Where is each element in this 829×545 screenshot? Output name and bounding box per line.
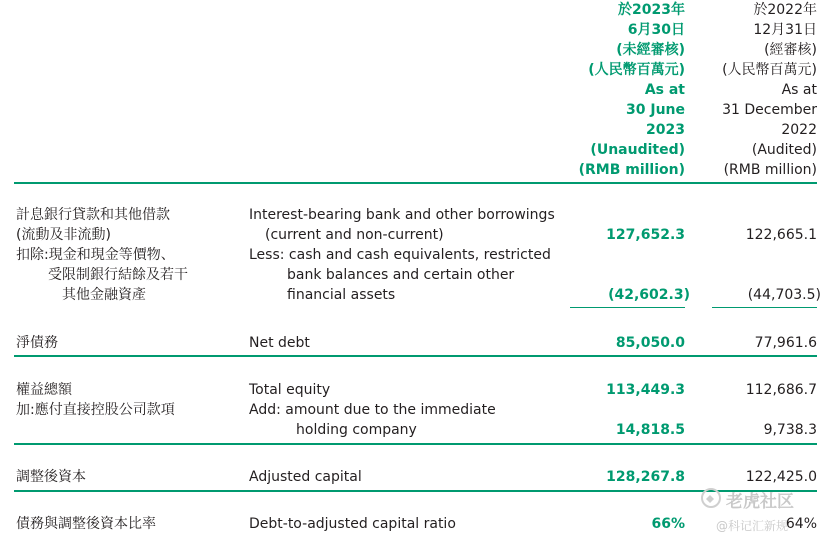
add-amount-label-zh: 加:應付直接控股公司款項	[16, 402, 175, 418]
borrowings-prior-value: 122,665.1	[745, 227, 817, 243]
add-amount-current-value: 14,818.5	[615, 422, 685, 438]
header-current-unit-zh: (人民幣百萬元)	[588, 62, 685, 78]
borrowings-label-en-1: Interest-bearing bank and other borrowings	[249, 207, 555, 223]
less-cash-current-value: (42,602.3)	[608, 287, 690, 303]
adjusted-capital-label-zh: 調整後資本	[16, 469, 86, 485]
header-rule	[14, 182, 817, 184]
header-current-year-zh: 於2023年	[618, 2, 685, 18]
borrowings-label-en-2: (current and non-current)	[265, 227, 444, 243]
less-cash-prior-value: (44,703.5)	[747, 287, 821, 303]
ratio-label-zh: 債務與調整後資本比率	[16, 516, 156, 532]
add-amount-label-en-1: Add: amount due to the immediate	[249, 402, 496, 418]
borrowings-current-value: 127,652.3	[606, 227, 685, 243]
less-cash-label-en-1: Less: cash and cash equivalents, restricted	[249, 247, 551, 263]
less-cash-label-en-2: bank balances and certain other	[287, 267, 515, 283]
header-prior-asat: As at	[781, 82, 817, 98]
less-cash-label-en-3: financial assets	[287, 287, 396, 303]
total-equity-label-zh: 權益總額	[16, 382, 72, 398]
header-current-audit: (Unaudited)	[590, 142, 685, 158]
header-prior-date-zh: 12月31日	[753, 22, 817, 38]
adjusted-capital-label-en: Adjusted capital	[249, 469, 362, 485]
header-current-date-zh: 6月30日	[627, 22, 685, 38]
net-debt-label-en: Net debt	[249, 335, 310, 351]
header-current-audit-zh: (未經審核)	[616, 42, 685, 58]
adjusted-capital-current-value: 128,267.8	[606, 469, 685, 485]
total-equity-current-value: 113,449.3	[606, 382, 685, 398]
header-prior-unit: (RMB million)	[723, 162, 817, 178]
header-prior-audit-zh: (經審核)	[764, 42, 817, 58]
adjusted-capital-rule	[14, 490, 817, 492]
tiger-logo-icon	[700, 487, 722, 509]
less-cash-label-zh-3: 其他金融資產	[62, 287, 146, 303]
total-equity-label-en: Total equity	[249, 382, 331, 398]
net-debt-current-value: 85,050.0	[615, 335, 685, 351]
header-current-asat: As at	[644, 82, 685, 98]
header-prior-audit: (Audited)	[751, 142, 817, 158]
less-cash-label-zh-2: 受限制銀行結餘及若干	[48, 267, 188, 283]
header-prior-year: 2022	[781, 122, 817, 138]
subtotal-rule-current	[570, 307, 685, 308]
add-amount-prior-value: 9,738.3	[763, 422, 817, 438]
ratio-prior-value: 64%	[785, 516, 817, 532]
net-debt-rule	[14, 355, 817, 357]
header-current-year: 2023	[646, 122, 685, 138]
net-debt-prior-value: 77,961.6	[754, 335, 817, 351]
ratio-label-en: Debt-to-adjusted capital ratio	[249, 516, 456, 532]
less-cash-label-zh-1: 扣除:現金和現金等價物、	[16, 247, 175, 263]
header-prior-unit-zh: (人民幣百萬元)	[722, 62, 817, 78]
watermark-line-2: @科记汇新规	[716, 519, 789, 533]
borrowings-label-zh-2: (流動及非流動)	[16, 227, 111, 243]
adjusted-capital-prior-value: 122,425.0	[745, 469, 817, 485]
header-current-unit: (RMB million)	[578, 162, 685, 178]
header-current-date: 30 June	[626, 102, 685, 118]
watermark-line-1: 老虎社区	[726, 492, 794, 512]
net-debt-label-zh: 淨債務	[16, 335, 58, 351]
add-amount-label-en-2: holding company	[296, 422, 417, 438]
borrowings-label-zh-1: 計息銀行貸款和其他借款	[16, 207, 170, 223]
ratio-current-value: 66%	[651, 516, 685, 532]
subtotal-rule-prior	[712, 307, 817, 308]
equity-rule	[14, 443, 817, 445]
total-equity-prior-value: 112,686.7	[745, 382, 817, 398]
header-prior-date: 31 December	[722, 102, 817, 118]
header-prior-year-zh: 於2022年	[753, 2, 817, 18]
